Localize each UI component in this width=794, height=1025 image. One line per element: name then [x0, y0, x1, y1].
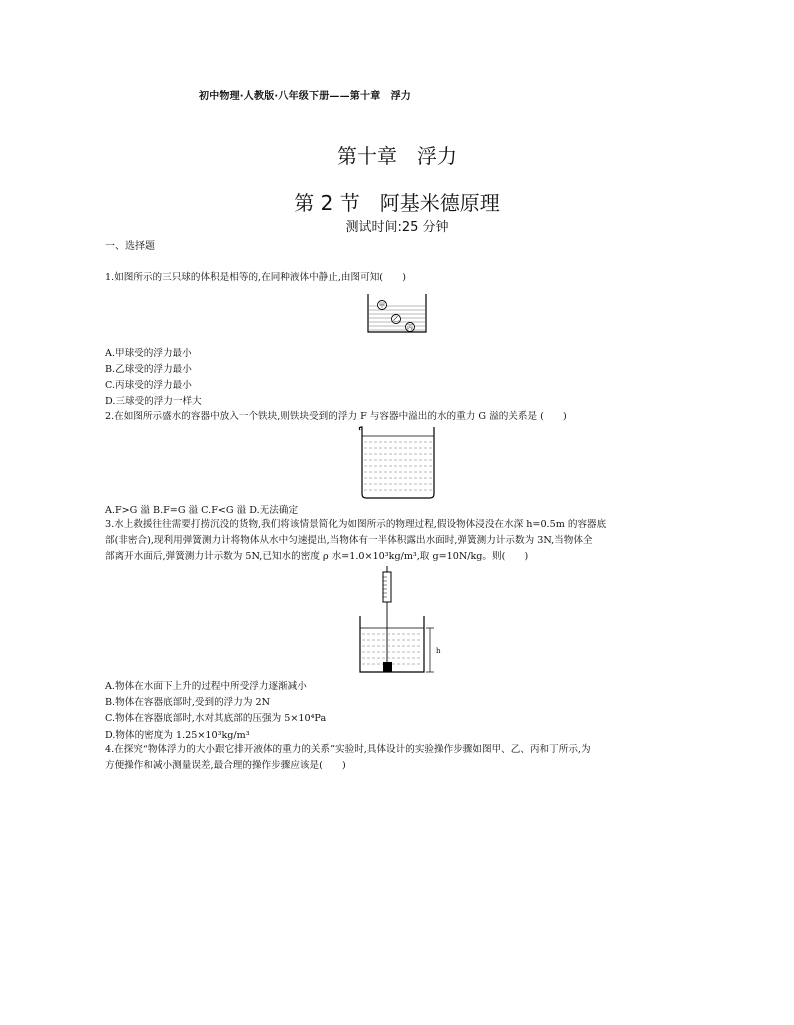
- ball-yi-label: 乙: [392, 316, 400, 324]
- test-time: 测试时间:25 分钟: [345, 220, 449, 235]
- q3-stem-line-2: 部(非密合),现利用弹簧测力计将物体从水中匀速提出,当物体有一半体积露出水面时,弹簧测力计示数为 3N,当物体全: [105, 535, 593, 546]
- q2-figure: [356, 424, 440, 500]
- ball-yi: [392, 315, 401, 324]
- ball-jia-label: 甲: [378, 302, 386, 310]
- page-header: 初中物理·人教版·八年级下册——第十章 浮力: [199, 91, 411, 102]
- section-label: 一、选择题: [105, 241, 155, 252]
- ball-bing-label: 丙: [406, 324, 414, 332]
- q3-option-c: C.物体在容器底部时,水对其底部的压强为 5×10⁴Pa: [105, 713, 327, 724]
- q2-stem: 2.在如图所示盛水的容器中放入一个铁块,则铁块受到的浮力 F 与容器中溢出的水的重力 G 溢的关系是 ( ): [105, 411, 567, 422]
- q1-figure: [362, 292, 432, 336]
- q2-options: A.F>G 溢 B.F=G 溢 C.F<G 溢 D.无法确定: [105, 505, 299, 516]
- q3-stem-line-1: 3.水上救援往往需要打捞沉没的货物,我们将该情景简化为如图所示的物理过程,假设物体浸没在水深 h=0.5m 的容器底: [105, 519, 607, 530]
- q4-stem-line-1: 4.在探究“物体浮力的大小跟它排开液体的重力的关系”实验时,具体设计的实验操作步骤如图甲、乙、丙和丁所示,为: [105, 744, 591, 755]
- q3-h-label: h: [436, 647, 441, 655]
- chapter-title: 第十章 浮力: [337, 144, 457, 168]
- section-title: 第 2 节 阿基米德原理: [294, 191, 500, 215]
- q4-stem-line-2: 方便操作和减小测量误差,最合理的操作步骤应该是( ): [105, 760, 346, 771]
- q3-figure: [352, 566, 446, 676]
- q1-option-a: A.甲球受的浮力最小: [105, 348, 192, 359]
- q3-stem-line-3: 部离开水面后,弹簧测力计示数为 5N,已知水的密度 ρ 水=1.0×10³kg/m³,取 g=10N/kg。则( ): [105, 551, 529, 562]
- q3-option-d: D.物体的密度为 1.25×10³kg/m³: [105, 730, 250, 741]
- q3-option-b: B.物体在容器底部时,受到的浮力为 2N: [105, 697, 271, 708]
- ball-bing: [406, 323, 415, 332]
- q1-option-c: C.丙球受的浮力最小: [105, 380, 192, 391]
- ball-jia: [378, 301, 387, 310]
- q1-option-b: B.乙球受的浮力最小: [105, 364, 192, 375]
- q1-option-d: D.三球受的浮力一样大: [105, 396, 202, 407]
- q1-stem: 1.如图所示的三只球的体积是相等的,在同种液体中静止,由图可知( ): [105, 272, 406, 283]
- q3-option-a: A.物体在水面下上升的过程中所受浮力逐渐减小: [105, 681, 307, 692]
